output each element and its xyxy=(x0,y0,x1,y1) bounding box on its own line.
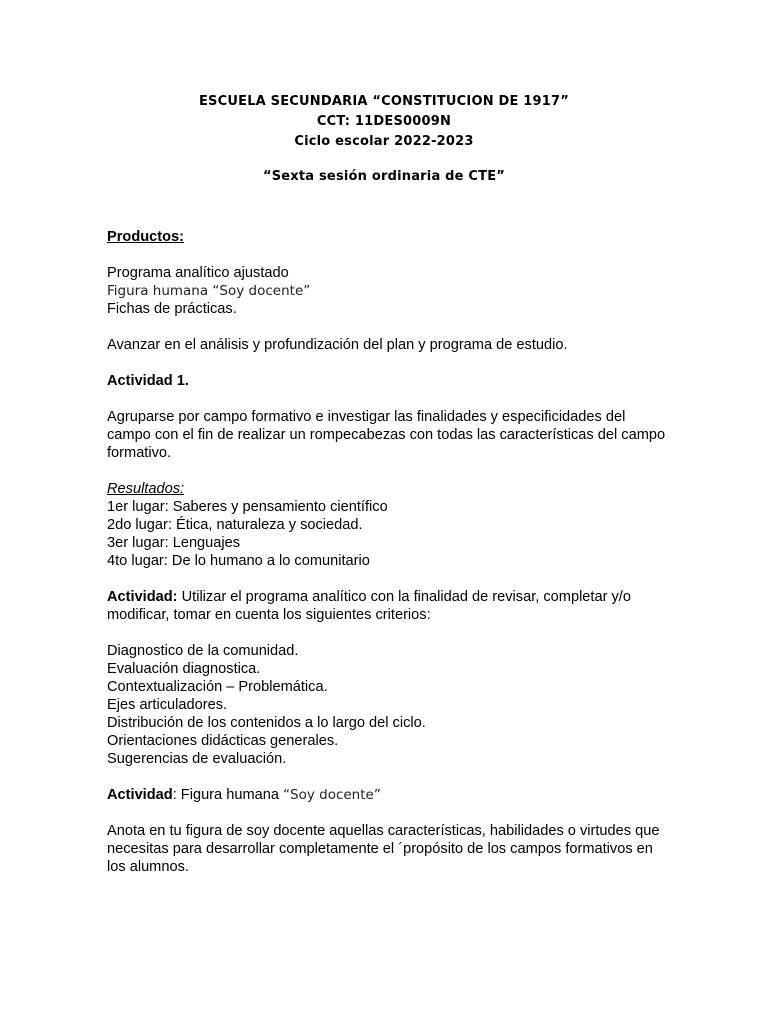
document-body xyxy=(107,228,667,876)
activity-3-emphasis: “Soy docente” xyxy=(283,787,381,803)
school-name: ESCUELA SECUNDARIA “CONSTITUCION DE 1917” xyxy=(198,94,570,109)
activity-2-text: Utilizar el programa analítico con la finalidad de revisar, completar y/o modificar, tomar en cuenta los siguientes criterios: xyxy=(107,589,631,623)
product-item: Figura humana “Soy docente” xyxy=(107,283,311,299)
cct-code: CCT: 11DES0009N xyxy=(316,114,452,129)
document-header xyxy=(0,92,768,187)
results-heading: Resultados: xyxy=(107,481,185,497)
criteria-item: Orientaciones didácticas generales. xyxy=(107,733,339,749)
activity-1-text: Agruparse por campo formativo e investigar las finalidades y especificidades del campo con el fin de realizar un rompecabezas con todas las características del campo formativo. xyxy=(107,409,666,461)
activity-3-text: : Figura humana xyxy=(172,787,284,803)
result-item: 4to lugar: De lo humano a lo comunitario xyxy=(107,553,370,569)
product-item: Programa analítico ajustado xyxy=(107,265,289,281)
criteria-item: Diagnostico de la comunidad. xyxy=(107,643,299,659)
products-heading: Productos: xyxy=(107,229,185,245)
activity-2-label: Actividad: xyxy=(107,589,178,605)
criteria-item: Sugerencias de evaluación. xyxy=(107,751,287,767)
closing-paragraph: Anota en tu figura de soy docente aquellas características, habilidades o virtudes que necesitas para desarrollar completamente el ´propósito de los campos formativos en los alumnos. xyxy=(107,823,660,875)
result-item: 2do lugar: Ética, naturaleza y sociedad. xyxy=(107,517,363,533)
activity-3-paragraph xyxy=(107,786,667,804)
criteria-item: Contextualización – Problemática. xyxy=(107,679,328,695)
activity-3-label: Actividad xyxy=(107,787,173,803)
intro-paragraph: Avanzar en el análisis y profundización del plan y programa de estudio. xyxy=(107,337,568,353)
session-title: “Sexta sesión ordinaria de CTE” xyxy=(262,169,506,184)
result-item: 3er lugar: Lenguajes xyxy=(107,535,241,551)
activity-1-heading: Actividad 1. xyxy=(107,373,189,389)
product-item: Fichas de prácticas. xyxy=(107,301,237,317)
school-cycle: Ciclo escolar 2022-2023 xyxy=(294,134,474,149)
activity-2-paragraph xyxy=(107,588,667,624)
criteria-item: Evaluación diagnostica. xyxy=(107,661,261,677)
result-item: 1er lugar: Saberes y pensamiento científico xyxy=(107,499,388,515)
criteria-item: Ejes articuladores. xyxy=(107,697,228,713)
criteria-item: Distribución de los contenidos a lo largo del ciclo. xyxy=(107,715,426,731)
